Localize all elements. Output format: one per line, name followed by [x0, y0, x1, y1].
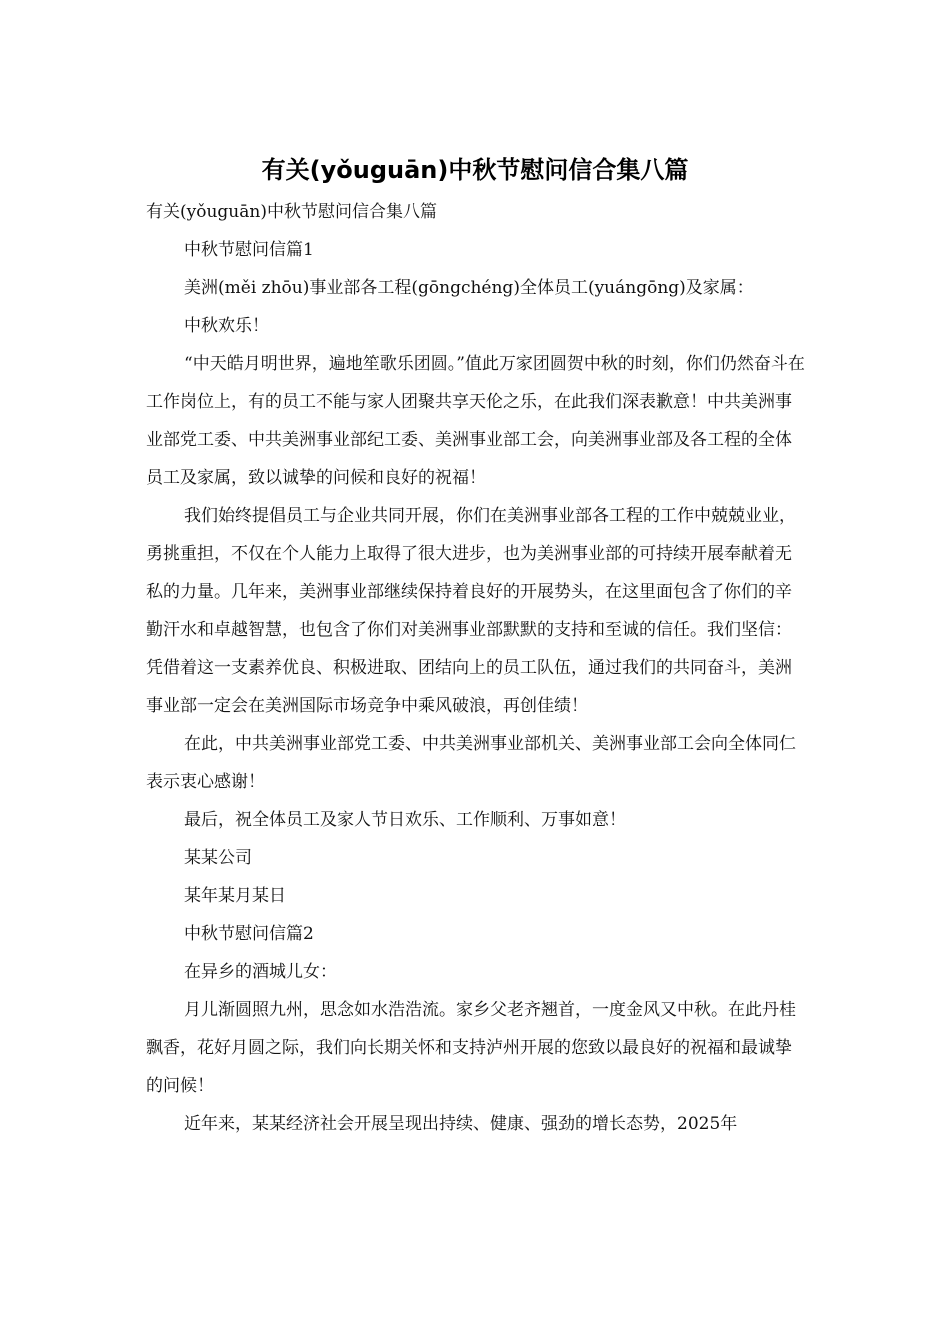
section-heading: 中秋节慰问信篇2 [184, 924, 314, 944]
signature-company: 某某公司 [184, 848, 252, 868]
paragraph: “中天皓月明世界，遍地笙歌乐团圆。”值此万家团圆贺中秋的时刻，你们仍然奋斗在工作岗位上，有的员工不能与家人团聚共享天伦之乐，在此我们深表歉意！中共美洲事业部党工委、中共美洲事业部纪工委、美洲事业部工会，向美洲事业部及各工程的全体员工及家属，致以诚挚的问候和良好的祝福！ [146, 354, 805, 488]
paragraph: 近年来，某某经济社会开展呈现出持续、健康、强劲的增长态势，2025年 [184, 1114, 738, 1134]
document-title: 有关(yǒuguān)中秋节慰问信合集八篇 [261, 156, 689, 184]
paragraph: 在异乡的酒城儿女： [184, 962, 337, 982]
paragraph: 我们始终提倡员工与企业共同开展，你们在美洲事业部各工程的工作中兢兢业业，勇挑重担，不仅在个人能力上取得了很大进步，也为美洲事业部的可持续开展奉献着无私的力量。几年来，美洲事业部继续保持着良好的开展势头，在这里面包含了你们的辛勤汗水和卓越智慧，也包含了你们对美洲事业部默默的支持和至诚的信任。我们坚信：凭借着这一支素养优良、积极进取、团结向上的员工队伍，通过我们的共同奋斗，美洲事业部一定会在美洲国际市场竞争中乘风破浪，再创佳绩！ [146, 506, 796, 716]
paragraph: 在此，中共美洲事业部党工委、中共美洲事业部机关、美洲事业部工会向全体同仁表示衷心感谢！ [146, 734, 796, 792]
paragraph: 中秋欢乐！ [184, 316, 269, 336]
signature-date: 某年某月某日 [184, 886, 286, 906]
paragraph: 月儿渐圆照九州，思念如水浩浩流。家乡父老齐翘首，一度金风又中秋。在此丹桂飘香，花好月圆之际，我们向长期关怀和支持泸州开展的您致以最良好的祝福和最诚挚的问候！ [146, 1000, 796, 1096]
paragraph: 有关(yǒuguān)中秋节慰问信合集八篇 [146, 202, 437, 222]
paragraph: 美洲(měi zhōu)事业部各工程(gōngchéng)全体员工(yuángōng)及家属： [184, 278, 754, 298]
document-body [146, 193, 806, 1143]
paragraph: 中秋节慰问信篇1 [184, 240, 314, 260]
paragraph: 最后，祝全体员工及家人节日欢乐、工作顺利、万事如意！ [184, 810, 626, 830]
